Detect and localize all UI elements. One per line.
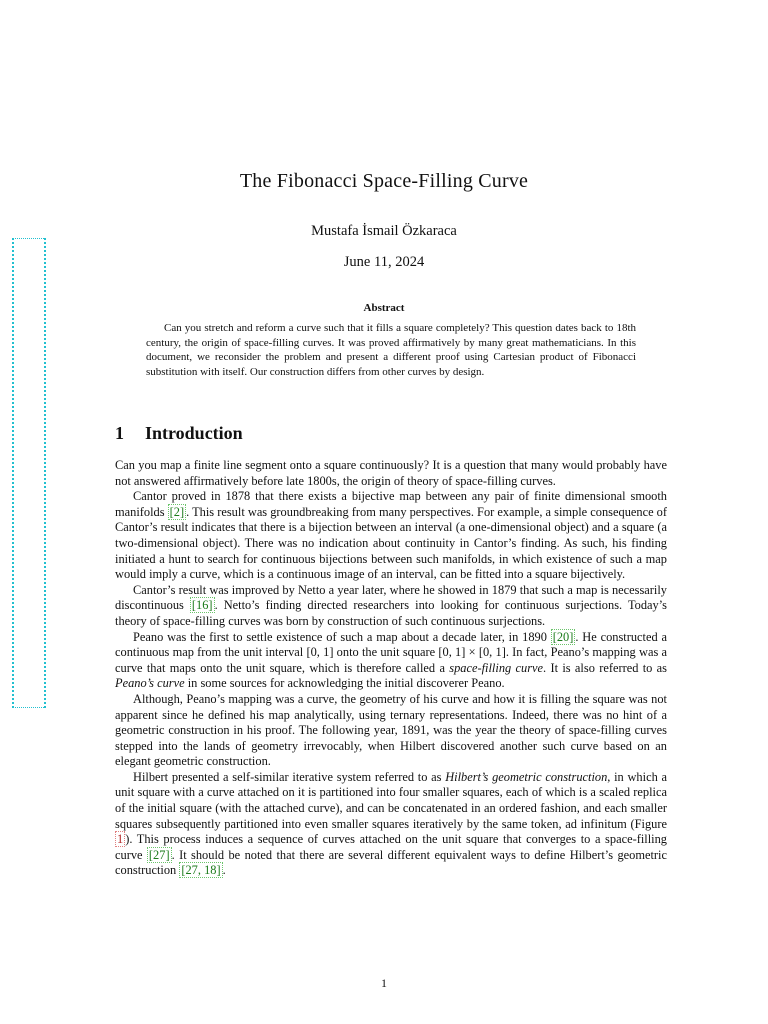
paragraph-5 (115, 692, 667, 770)
citation-link[interactable]: [16] (191, 598, 213, 613)
paragraph-text: . Netto’s finding directed researchers into looking for continuous surjections. Today’s theory of space-filling curves was born by construction of such continuous surjections. (115, 598, 667, 628)
emphasis-term: Peano’s curve (115, 676, 185, 691)
emphasis-term: Hilbert’s geometric construction (445, 769, 608, 784)
introduction-body (115, 458, 667, 879)
paper-date: June 11, 2024 (343, 254, 425, 270)
paragraph-text: in some sources for acknowledging the initial discoverer Peano. (184, 676, 505, 691)
paragraph-text: . He constructed a continuous map from the unit interval [0, 1] onto the unit square [0, 1] × [0, 1]. In fact, Peano’s mapping was a curve that maps onto the unit square, which is therefore called a (115, 629, 667, 675)
abstract-text: Can you stretch and reform a curve such that it fills a square completely? This question dates back to 18th century, the origin of space-filling curves. It was proved affirmatively by many great mathematicians. In this document, we reconsider the problem and present a different proof using Cartesian product of Fibonacci substitution with itself. Our construction differs from other curves by design. (146, 322, 636, 378)
paragraph-text: . This result was groundbreaking from many perspectives. For example, a simple consequence of Cantor’s result indicates that there is a bijection between an interval (a one-dimensional object) and a square (a two-dimensional object). There was no indication about continuity in Cantor’s finding. As such, his finding initiated a hunt to search for continuous bijections between such manifolds, in which existence of such a map would imply a curve, which is a continuous image of an interval, can be fitted into a square bijectively. (115, 504, 668, 582)
paragraph-2 (115, 489, 667, 583)
paragraph-6 (115, 770, 667, 879)
citation-link[interactable]: [2] (169, 504, 185, 519)
paragraph-4 (115, 630, 667, 692)
citation-link[interactable]: [27, 18] (181, 863, 221, 878)
paragraph-text: ). This process induces a sequence of curves attached on the unit square that converges to a space-filling curve (115, 832, 667, 862)
figure-reference-link[interactable]: 1 (117, 832, 124, 847)
paragraph-3 (115, 583, 667, 630)
paragraph-text: , in which a unit square with a curve attached on it is partitioned into four smaller squares, each of which is a scaled replica of the initial square (with the attached curve), and can be concatenated in an ordered fashion, and each smaller squares subsequently partitioned into even smaller squares iteratively by the same token, ad infinitum (Figure (115, 769, 667, 831)
abstract-heading: Abstract (363, 302, 405, 314)
section-heading (115, 423, 243, 444)
section-number: 1 (115, 423, 124, 443)
emphasis-term: space-filling curve (449, 660, 544, 675)
paragraph-text: Can you map a finite line segment onto a square continuously? It is a question that many would probably have not answered affirmatively before late 1800s, the origin of theory of space-filling curves. (115, 458, 667, 488)
paragraph-text: Cantor’s result was improved by Netto a year later, where he showed in 1879 that such a map is necessarily discontinuous (115, 582, 667, 613)
paragraph-text: . It is also referred to as (543, 660, 667, 675)
citation-link[interactable]: [20] (552, 629, 574, 644)
paragraph-text: . It should be noted that there are several different equivalent ways to define Hilbert’s geometric construction (115, 847, 667, 878)
paragraph-text: Although, Peano’s mapping was a curve, the geometry of his curve and how it is filling the square was not apparent since he defined his map analytically, using ternary representations. Indeed, there was no hint of a geometric construction in his proof. The following year, 1891, was the year the theory of space-filling curves stepped into the lands of geometry irrevocably, when Hilbert discovered another such curve based on an elegant geometric construction. (115, 691, 667, 769)
paragraph-text: Peano was the first to settle existence of such a map about a decade later, in 1890 (133, 629, 551, 644)
page-number: 1 (381, 976, 387, 990)
paragraph-1 (115, 458, 667, 489)
paragraph-text: Cantor proved in 1878 that there exists a bijective map between any pair of finite dimensional smooth manifolds (115, 489, 667, 519)
paragraph-text: . (222, 863, 226, 878)
paper-title: The Fibonacci Space-Filling Curve (239, 170, 529, 192)
paragraph-text: Hilbert presented a self-similar iterative system referred to as (133, 769, 446, 784)
section-title: Introduction (145, 423, 243, 443)
author-name: Mustafa İsmail Özkaraca (311, 223, 457, 239)
citation-link[interactable]: [27] (148, 847, 170, 862)
